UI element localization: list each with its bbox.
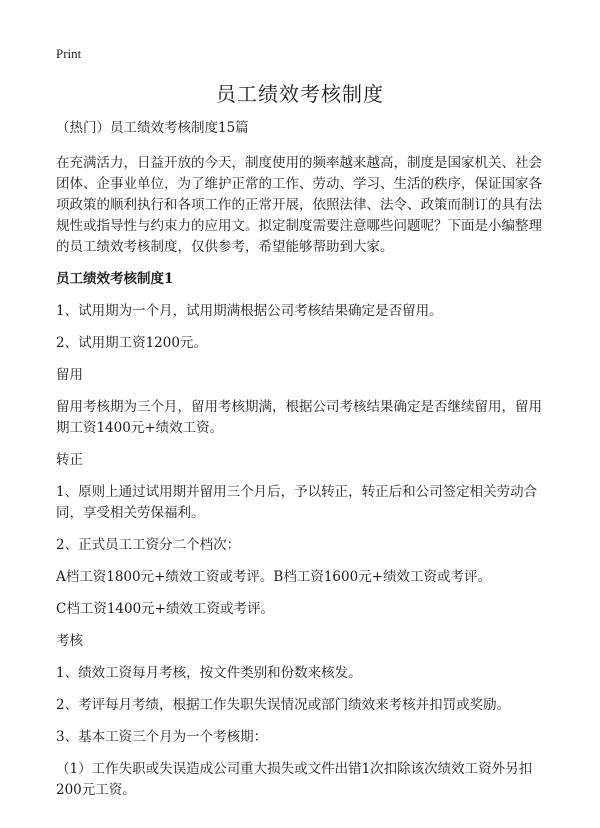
paragraph: 2、正式员工工资分二个档次： (56, 537, 241, 553)
document-subtitle: （热门）员工绩效考核制度15篇 (56, 120, 249, 136)
paragraph: 转正 (56, 452, 83, 468)
section-heading: 员工绩效考核制度1 (56, 271, 174, 287)
paragraph: 留用 (56, 367, 83, 383)
paragraph: （1）工作失职或失误造成公司重大损失或文件出错1次扣除该次绩效工资外另扣200元工资。 (56, 761, 533, 798)
paragraph: 1、原则上通过试用期并留用三个月后，予以转正，转正后和公司签定相关劳动合同，享受相关劳保福利。 (56, 484, 538, 521)
paragraph: 2、试用期工资1200元。 (56, 335, 207, 351)
paragraph: 3、基本工资三个月为一个考核期： (56, 729, 268, 745)
paragraph: 留用考核期为三个月，留用考核期满，根据公司考核结果确定是否继续留用，留用期工资1400元+绩效工资。 (56, 399, 542, 436)
paragraph: C档工资1400元+绩效工资或考评。 (56, 601, 274, 617)
paragraph: 1、绩效工资每月考核，按文件类别和份数来核发。 (56, 665, 362, 681)
paragraph: 考核 (56, 633, 83, 649)
paragraph: 1、试用期为一个月，试用期满根据公司考核结果确定是否留用。 (56, 303, 443, 319)
document-title: 员工绩效考核制度 (216, 82, 384, 106)
paragraph: A档工资1800元+绩效工资或考评。B档工资1600元+绩效工资或考评。 (56, 569, 492, 585)
document-body (56, 118, 552, 812)
print-label: Print (56, 46, 82, 61)
intro-paragraph: 在充满活力，日益开放的今天，制度使用的频率越来越高，制度是国家机关、社会团体、企事业单位，为了维护正常的工作、劳动、学习、生活的秩序，保证国家各项政策的顺利执行和各项工作的正常开展，依照法律、法令、政策而制订的具有法规性或指导性与约束力的应用文。拟定制度需要注意哪些问题呢？下面是小编整理的员工绩效考核制度，仅供参考，希望能够帮助到大家。 (56, 155, 542, 255)
paragraph: 2、考评每月考绩，根据工作失职失误情况或部门绩效来考核并扣罚或奖励。 (56, 697, 511, 713)
